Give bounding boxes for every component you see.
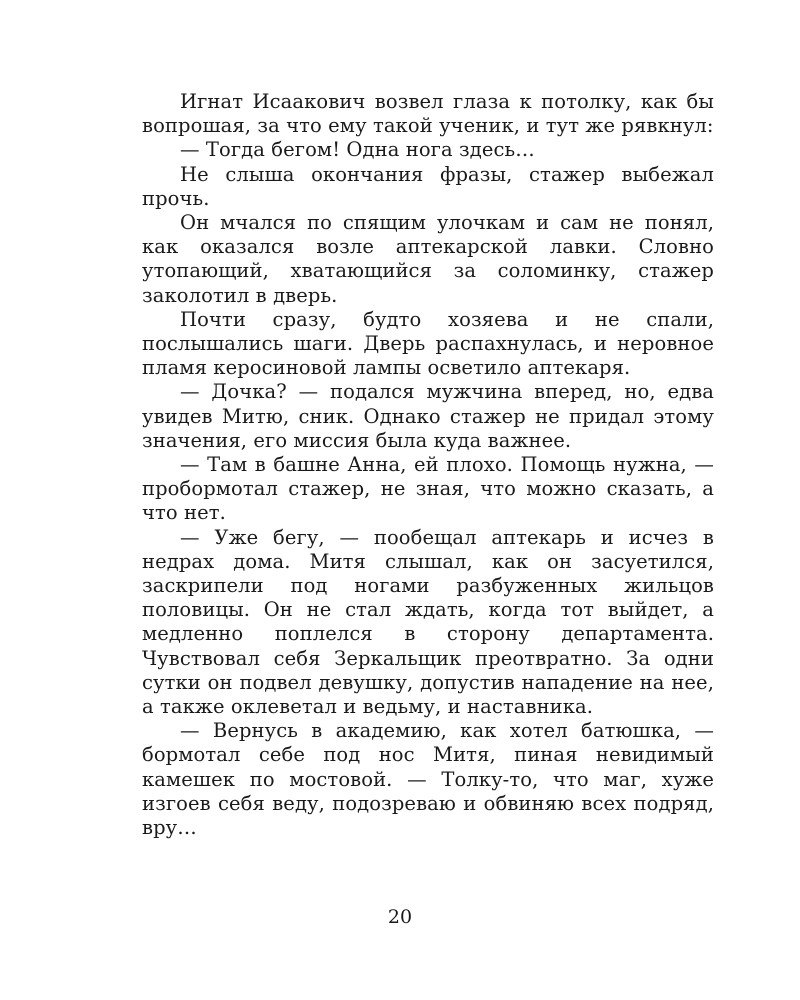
paragraph: — Вернусь в академию, как хотел батюшка, — бормотал себе под нос Митя, пиная невидимый камешек по мостовой. — Толку-то, что маг, хуже изгоев себя веду, подозреваю и обвиняю всех подряд, вру…	[142, 719, 714, 840]
page-number: 20	[387, 906, 413, 928]
body-text	[142, 90, 714, 840]
paragraph: — Тогда бегом! Одна нога здесь…	[180, 138, 535, 162]
paragraph: Он мчался по спящим улочкам и сам не понял, как оказался возле аптекарской лавки. Словно утопающий, хватающийся за соломинку, стажер заколотил в дверь.	[142, 211, 714, 307]
paragraph: — Дочка? — подался мужчина вперед, но, едва увидев Митю, сник. Однако стажер не придал этому значения, его миссия была куда важнее.	[142, 380, 714, 452]
paragraph: Игнат Исаакович возвел глаза к потолку, как бы вопрошая, за что ему такой ученик, и тут же рявкнул:	[142, 90, 714, 138]
paragraph: Не слыша окончания фразы, стажер выбежал прочь.	[142, 162, 714, 210]
paragraph: — Там в башне Анна, ей плохо. Помощь нужна, — пробормотал стажер, не зная, что можно сказать, а что нет.	[142, 453, 714, 525]
paragraph: — Уже бегу, — пообещал аптекарь и исчез в недрах дома. Митя слышал, как он засуетился, заскрипели под ногами разбуженных жильцов половицы. Он не стал ждать, когда тот выйдет, а медленно поплелся в сторону департамента. Чувствовал себя Зеркальщик преотвратно. За одни сутки он подвел девушку, допустив нападение на нее, а также оклеветал и ведьму, и наставника.	[142, 525, 714, 719]
paragraph: Почти сразу, будто хозяева и не спали, послышались шаги. Дверь распахнулась, и неровное пламя керосиновой лампы осветило аптекаря.	[142, 307, 714, 380]
